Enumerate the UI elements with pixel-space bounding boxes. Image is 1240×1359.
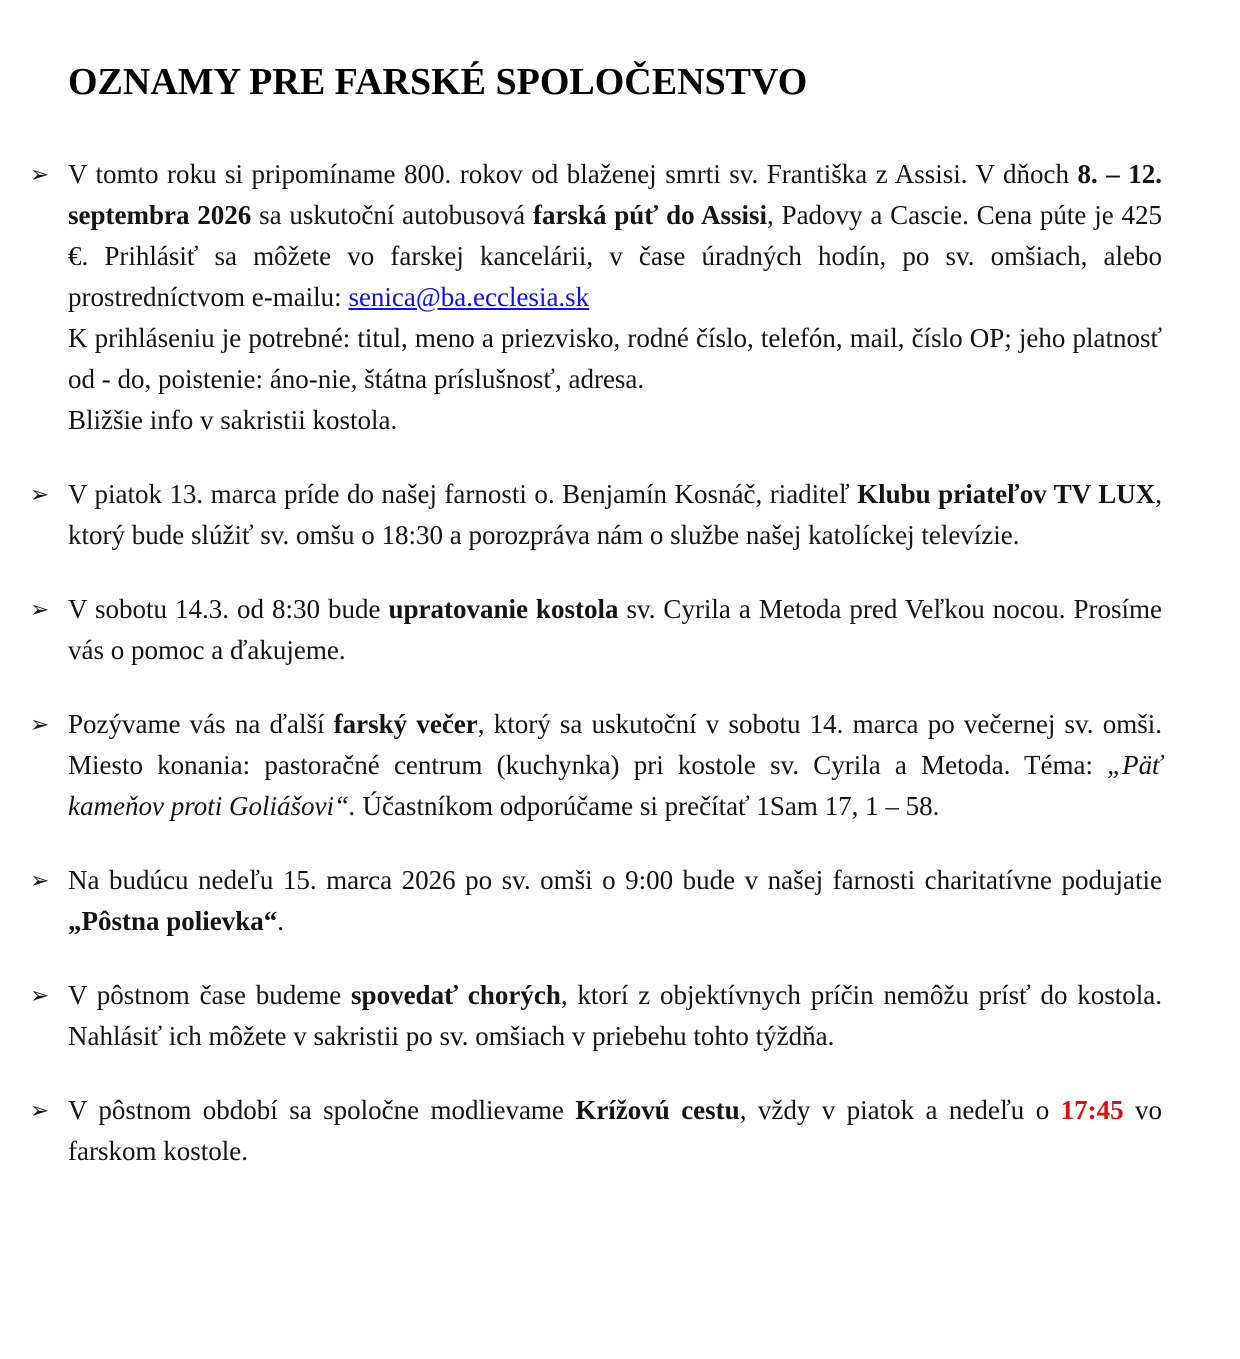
announcement-item	[30, 860, 1162, 942]
announcement-text	[68, 159, 1162, 435]
announcement-text	[68, 709, 1162, 821]
announcement-text	[68, 479, 1162, 550]
text-run: 17:45	[1060, 1095, 1124, 1125]
text-run: V piatok 13. marca príde do našej farnosti o. Benjamín Kosnáč, riaditeľ	[68, 479, 858, 509]
page-title: OZNAMY PRE FARSKÉ SPOLOČENSTVO	[68, 61, 808, 103]
text-run: V tomto roku si pripomíname 800. rokov od blaženej smrti sv. Františka z Assisi. V dňoch	[68, 159, 1078, 189]
announcement-list	[30, 154, 1162, 1172]
bullet-arrow-icon: ➢	[30, 597, 50, 623]
text-run: , ktorí z objektívnych príčin nemôžu prísť do kostola. Nahlásiť ich môžete v sakristii po sv. omšiach v priebehu tohto týždňa.	[68, 980, 1163, 1051]
text-run: upratovanie kostola	[388, 594, 619, 624]
announcement-item	[30, 589, 1162, 671]
announcement-item	[30, 474, 1162, 556]
text-run: farský večer	[333, 709, 478, 739]
text-run: spovedať chorých	[351, 980, 561, 1010]
text-run: V pôstnom období sa spoločne modlievame	[68, 1095, 576, 1125]
bullet-arrow-icon: ➢	[30, 983, 50, 1009]
text-run: Pozývame vás na ďalší	[68, 709, 334, 739]
text-run: „Pôstna polievka“	[68, 906, 278, 936]
text-run: sv. Cyrila a Metoda pred Veľkou nocou. Prosíme vás o pomoc a ďakujeme.	[68, 594, 1162, 665]
text-run: Bližšie info v sakristii kostola.	[68, 405, 398, 435]
email-link[interactable]: senica@ba.ecclesia.sk	[348, 282, 590, 312]
bullet-arrow-icon: ➢	[30, 162, 50, 188]
text-run: K prihláseniu je potrebné: titul, meno a priezvisko, rodné číslo, telefón, mail, číslo OP; jeho platnosť od - do, poistenie: áno-nie, štátna príslušnosť, adresa.	[68, 323, 1162, 394]
bullet-arrow-icon: ➢	[30, 1098, 50, 1124]
announcement-text	[68, 1095, 1162, 1166]
text-run: Účastníkom odporúčame si prečítať 1Sam 17, 1 – 58.	[355, 791, 940, 821]
text-run: V pôstnom čase budeme	[68, 980, 352, 1010]
text-run: 8. – 12. septembra 2026	[68, 159, 1162, 230]
announcement-text	[68, 594, 1162, 665]
bullet-arrow-icon: ➢	[30, 482, 50, 508]
text-run: .	[277, 906, 285, 936]
text-run: sa uskutoční autobusová	[251, 200, 533, 230]
text-run: Klubu priateľov TV LUX	[857, 479, 1156, 509]
bullet-arrow-icon: ➢	[30, 712, 50, 738]
announcement-item	[30, 1090, 1162, 1172]
text-run: V sobotu 14.3. od 8:30 bude	[68, 594, 389, 624]
announcement-text	[68, 980, 1162, 1051]
announcement-text	[68, 865, 1162, 936]
text-run: „Päť kameňov proti Goliášovi“.	[68, 750, 1162, 821]
text-run: vo farskom kostole.	[68, 1095, 1162, 1166]
text-run: Na budúcu nedeľu 15. marca 2026 po sv. omši o 9:00 bude v našej farnosti charitatívne podujatie	[68, 865, 1162, 895]
announcement-item	[30, 154, 1162, 441]
bullet-arrow-icon: ➢	[30, 868, 50, 894]
text-run: Krížovú cestu	[575, 1095, 740, 1125]
text-run: , ktorý bude slúžiť sv. omšu o 18:30 a porozpráva nám o službe našej katolíckej televízie.	[68, 479, 1162, 550]
text-run: , Padovy a Cascie. Cena púte je 425 €. Prihlásiť sa môžete vo farskej kancelárii, v čase úradných hodín, po sv. omšiach, alebo prostredníctvom e-mailu:	[68, 200, 1162, 312]
text-run: , vždy v piatok a nedeľu o	[739, 1095, 1061, 1125]
announcement-item	[30, 704, 1162, 827]
text-run: farská púť do Assisi	[532, 200, 767, 230]
text-run: , ktorý sa uskutoční v sobotu 14. marca po večernej sv. omši. Miesto konania: pastoračné centrum (kuchynka) pri kostole sv. Cyrila a Metoda. Téma:	[68, 709, 1162, 780]
announcement-item	[30, 975, 1162, 1057]
